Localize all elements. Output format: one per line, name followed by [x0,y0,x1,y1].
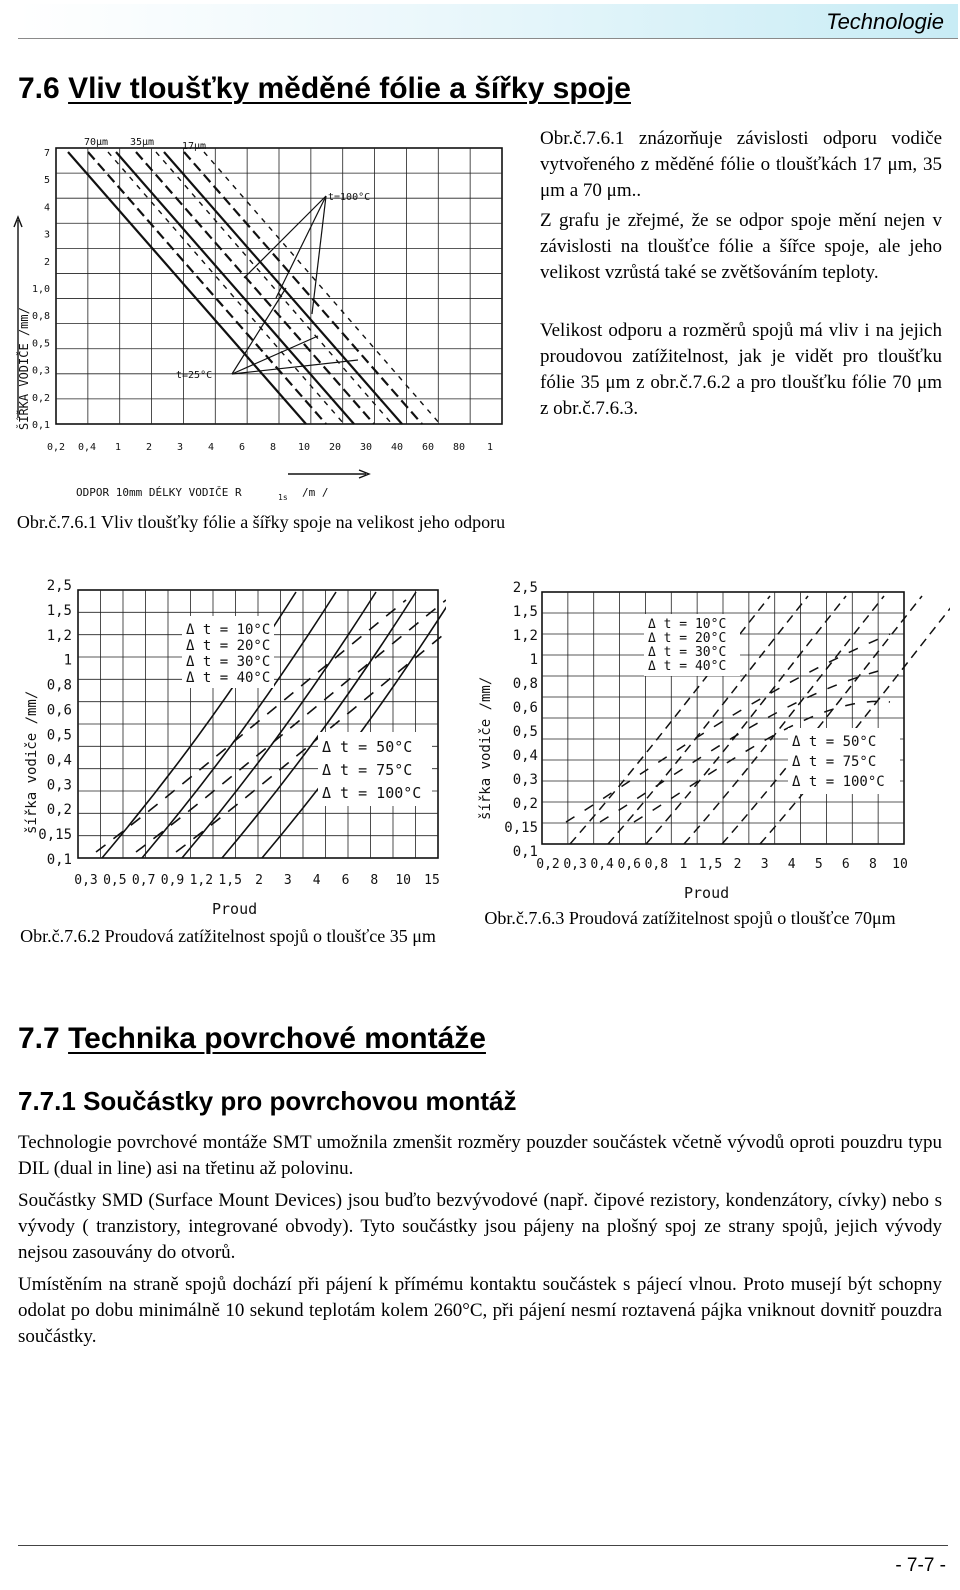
fig1-y-tick-label: 0,1 [31,420,50,431]
fig1-x-tick-label: 0,2 [46,442,66,453]
section-7-7-heading [18,1022,486,1056]
fig2-legend-right-item: Δ t = 50°C [322,738,413,756]
fig1-label-t100: t=100°C [328,192,371,203]
fig3-x-tick-label: 0,6 [617,857,641,872]
section-7-6-number: 7.6 [18,72,60,105]
fig1-x-tick-label: 80 [452,442,466,453]
section-7-7-title: Technika povrchové montáže [68,1022,486,1055]
fig1-y-tick-label: 0,3 [31,365,50,377]
fig3-legend-left-item: Δ t = 10°C [648,617,727,632]
fig1-x-tick-label: 3 [176,442,184,453]
fig2-legend-left-item: Δ t = 10°C [186,622,271,638]
fig3-legend-left-item: Δ t = 30°C [648,645,727,660]
fig2-y-tick-label: 2,5 [46,578,72,594]
fig3-x-axis-label: Proud [684,884,730,902]
fig2-y-tick-label: 0,2 [46,802,72,819]
fig2-y-tick-label: 1 [63,652,72,669]
fig3-y-tick-label: 1,2 [512,628,538,644]
fig1-curve [204,152,440,424]
section-7-7-paragraph-3: Umístěním na straně spojů dochází při pájení k přímému kontaktu součástek s pájecí vlnou. Proto musejí být schopny odolat po dobu minimálně 10 sekund teplotám kolem 260°C, při pájení nesmí roztavená pájka vniknout dovnitř pouzdra součástky. [18,1274,942,1347]
section-7-6-title: Vliv tloušťky měděné fólie a šířky spoje [68,72,631,105]
fig2-x-tick-label: 10 [395,873,411,888]
fig2-x-tick-label: 6 [341,873,350,888]
section-7-7-1-heading [18,1086,516,1117]
fig1-x-tick-label: 30 [359,442,373,453]
header-title: Technologie [826,9,944,34]
fig3-x-tick-label: 10 [892,857,908,872]
fig1-y-tick-label: 2 [43,256,50,268]
fig1-grid [56,148,502,424]
fig1-y-tick-label: 5 [43,175,50,187]
fig3-legend-left-item: Δ t = 20°C [648,631,727,646]
fig3-x-tick-label: 0,8 [644,857,669,872]
section-7-6-paragraph-3: Velikost odporu a rozměrů spojů má vliv i na jejich proudovou zatížitelnost, jak je vidět pro tloušťku fólie 35 μm z obr.č.7.6.2 a pro tloušťku fólie 70 μm z obr.č.7.6.3. [540,320,942,419]
section-7-6-paragraph-1: Obr.č.7.6.1 znázorňuje závislosti odporu vodiče vytvořeného z měděné fólie o tloušťkách 17 μm, 35 μm a 70 μm.. [540,128,942,201]
fig3-legend-right-item: Δ t = 75°C [792,754,877,770]
fig1-x-tick-label: 10 [297,442,311,453]
page-number: - 7-7 - [895,1555,946,1576]
fig2-x-axis-label: Proud [212,900,258,918]
fig1-y-tick-label: 1,0 [31,284,50,295]
fig2-y-tick-label: 0,15 [38,827,72,844]
fig1-x-tick-label: 1 [486,442,494,453]
figure-7-6-1 [6,128,526,506]
fig2-y-tick-label: 0,6 [46,702,72,719]
fig2-x-tick-label: 0,5 [103,873,127,888]
fig1-y-tick-label: 0,8 [31,311,50,323]
fig1-x-axis-label: ODPOR 10mm DÉLKY VODIČE R [76,486,242,499]
fig2-curve [262,592,446,858]
header-bar [18,4,958,39]
fig1-curve [108,152,344,424]
fig1-x-axis-sub: 1s [278,493,288,502]
fig2-x-tick-label: 8 [370,873,379,888]
fig3-y-tick-label: 0,3 [512,772,538,788]
fig1-y-tick-label: 4 [43,202,50,214]
fig3-y-tick-label: 2,5 [512,580,538,596]
fig2-x-tick-label: 2 [255,873,263,888]
fig1-curve [184,152,422,424]
figure-7-6-2 [6,572,446,922]
fig2-legend-left-item: Δ t = 30°C [186,654,271,670]
fig3-y-tick-label: 0,6 [512,700,538,716]
fig2-x-tick-label: 4 [312,873,321,888]
fig1-curve [276,196,326,298]
caption-7-6-3: Obr.č.7.6.3 Proudová zatížitelnost spojů o tloušťce 70μm [484,908,896,928]
fig1-x-tick-label: 20 [328,442,342,453]
fig1-y-tick-label: 0,5 [31,338,50,350]
fig1-curves [68,152,440,424]
fig2-y-tick-label: 0,1 [46,852,72,868]
fig3-y-ticks [504,580,538,860]
fig3-y-tick-label: 0,2 [512,796,538,812]
fig2-x-ticks [74,873,440,888]
fig3-x-tick-label: 1,5 [698,857,723,872]
fig1-x-tick-label: 8 [269,442,277,453]
fig1-x-tick-label: 0,4 [77,442,97,453]
fig2-y-tick-label: 1,2 [46,627,72,644]
section-7-7-1-title: Součástky pro povrchovou montáž [83,1086,517,1116]
fig3-y-tick-label: 0,1 [512,844,538,860]
fig2-y-tick-label: 0,4 [46,752,72,769]
section-7-7-1-number: 7.7.1 [18,1086,76,1116]
caption-7-6-2: Obr.č.7.6.2 Proudová zatížitelnost spojů o tloušťce 35 μm [20,926,436,946]
fig1-x-axis-unit: /m / [302,486,329,499]
fig1-curve [244,196,326,278]
fig2-y-tick-label: 0,8 [46,677,72,694]
fig2-legend-right-item: Δ t = 100°C [322,784,422,802]
fig3-y-tick-label: 0,4 [512,748,538,764]
fig3-legend-right [792,734,885,790]
fig2-x-tick-label: 1,5 [218,873,242,888]
fig3-legend-left [648,617,726,674]
fig1-curve [88,152,326,424]
fig2-x-tick-label: 1,2 [189,873,214,888]
fig2-y-tick-label: 1,5 [46,602,72,619]
fig3-x-tick-label: 2 [733,857,742,872]
fig1-curve [68,152,306,424]
fig3-x-tick-label: 1 [679,857,688,872]
fig3-curve [722,596,922,844]
fig1-y-axis-label: ŠÍŘKA VODIČE /mm/ [17,307,31,430]
fig2-x-tick-label: 3 [283,873,292,888]
fig2-legend-right [322,738,421,802]
fig3-x-tick-label: 0,2 [536,857,560,872]
fig1-x-tick-label: 40 [390,442,404,453]
fig3-x-tick-label: 3 [760,857,769,872]
fig2-y-ticks [38,578,72,868]
fig2-x-tick-label: 0,3 [74,873,98,888]
fig2-y-tick-label: 0,3 [46,777,72,794]
fig1-x-tick-label: 6 [238,442,246,453]
fig3-x-tick-label: 8 [869,857,877,872]
fig3-legend-right-item: Δ t = 50°C [792,734,877,750]
fig3-x-tick-label: 0,4 [590,857,614,872]
fig1-label-70um: 70μm [84,137,109,148]
fig2-x-tick-label: 15 [424,873,440,888]
fig3-legend-left-item: Δ t = 40°C [648,659,727,674]
fig2-legend-left-item: Δ t = 40°C [186,670,271,686]
fig1-label-35um: 35μm [130,137,155,148]
fig1-y-ticks [32,148,50,431]
fig3-x-tick-label: 0,3 [563,857,587,872]
footer-rule [18,1545,948,1546]
fig3-legend-right-item: Δ t = 100°C [792,774,885,790]
fig3-x-tick-label: 6 [841,857,850,872]
fig2-legend-left [186,622,270,686]
caption-7-6-1: Obr.č.7.6.1 Vliv tloušťky fólie a šířky spoje na velikost jeho odporu [16,512,506,532]
fig3-x-tick-label: 4 [787,857,796,872]
section-7-7-number: 7.7 [18,1022,60,1055]
fig2-y-tick-label: 0,5 [46,727,72,744]
fig1-x-tick-label: 1 [114,442,122,453]
fig3-curves [566,596,950,844]
section-7-6-heading [18,72,631,106]
fig3-y-tick-label: 0,5 [512,724,538,740]
fig3-y-tick-label: 1,5 [512,604,538,620]
fig1-curve [312,196,326,314]
fig3-x-ticks [536,857,908,872]
figure-7-6-3 [470,574,950,904]
fig1-y-tick-label: 7 [43,148,50,159]
fig2-legend-right-item: Δ t = 75°C [322,761,413,779]
fig3-y-tick-label: 0,15 [504,820,538,836]
fig3-y-tick-label: 0,8 [512,676,538,692]
section-7-7-paragraph-1: Technologie povrchové montáže SMT umožnila zmenšit rozměry pouzder součástek včetně vývodů oproti pouzdru typu DIL (dual in line) asi na třetinu až polovinu. [18,1132,942,1179]
fig1-y-tick-label: 0,2 [31,392,50,404]
fig2-x-tick-label: 0,9 [160,873,185,888]
fig3-y-tick-label: 1 [529,652,538,668]
fig2-x-tick-label: 0,7 [131,873,156,888]
fig1-curve [232,288,286,374]
fig1-x-tick-label: 2 [145,442,153,453]
fig1-x-ticks [47,442,493,453]
fig1-x-tick-label: 60 [421,442,435,453]
fig2-y-axis-label: šířka vodiče /mm/ [24,690,40,834]
fig3-y-axis-label: šířka vodiče /mm/ [478,676,494,820]
fig2-legend-left-item: Δ t = 20°C [186,638,271,654]
section-7-6-paragraph-2: Z grafu je zřejmé, že se odpor spoje mění nejen v závislosti na tloušťce fólie a šířce spoje, ale jeho velikost vzrůstá také se zvětšováním teploty. [540,210,942,283]
fig1-y-tick-label: 3 [43,229,50,241]
fig1-label-t25: t=25°C [176,370,213,381]
section-7-7-paragraph-2: Součástky SMD (Surface Mount Devices) jsou buďto bezvývodové (např. čipové rezistory, kondenzátory, cívky) nebo s vývody ( tranzistory, integrované obvody). Tyto součástky jsou pájeny na plošný spoj ze strany spojů, jejich vývody nejsou zasouvány do otvorů. [18,1190,942,1263]
fig1-x-tick-label: 4 [207,442,215,453]
fig3-x-tick-label: 5 [814,857,823,872]
fig1-label-17um: 17μm [182,141,207,152]
